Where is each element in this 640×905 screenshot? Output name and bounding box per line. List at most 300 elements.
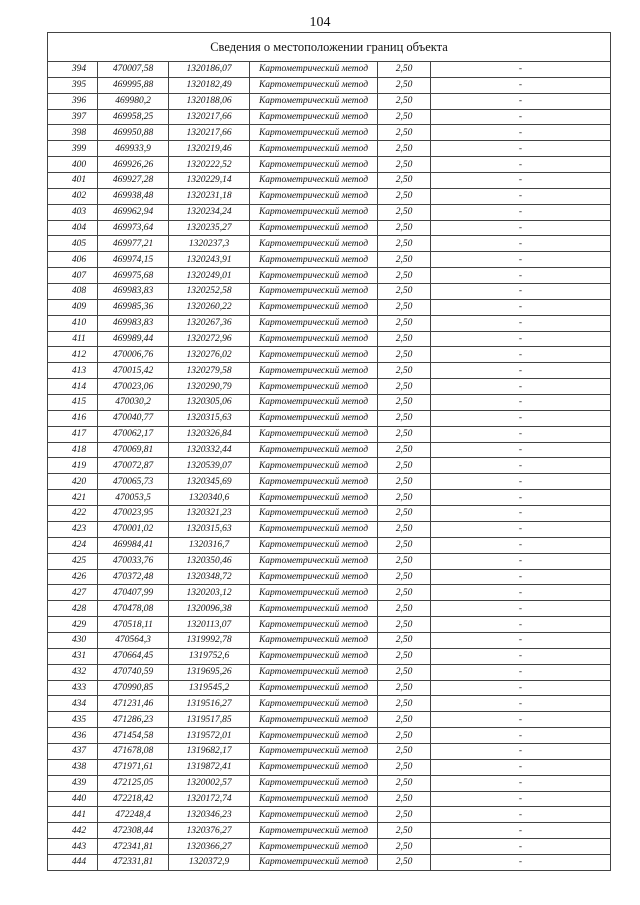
y-coordinate-cell: 1320372,9 [169,854,250,870]
table-row [48,728,611,744]
x-coordinate-cell: 470740,59 [98,664,169,680]
accuracy-cell: 2,50 [378,442,431,458]
table-row [48,268,611,284]
point-number-cell: 397 [48,109,98,125]
x-coordinate-cell: 470478,08 [98,601,169,617]
accuracy-cell: 2,50 [378,284,431,300]
table-row [48,601,611,617]
method-cell: Картометрический метод [250,585,378,601]
method-cell: Картометрический метод [250,775,378,791]
description-cell: - [431,632,611,648]
y-coordinate-cell: 1320326,84 [169,426,250,442]
description-cell: - [431,395,611,411]
table-row [48,109,611,125]
accuracy-cell: 2,50 [378,728,431,744]
method-cell: Картометрический метод [250,506,378,522]
point-number-cell: 407 [48,268,98,284]
y-coordinate-cell: 1320217,66 [169,125,250,141]
accuracy-cell: 2,50 [378,791,431,807]
accuracy-cell: 2,50 [378,410,431,426]
method-cell: Картометрический метод [250,236,378,252]
accuracy-cell: 2,50 [378,379,431,395]
description-cell: - [431,410,611,426]
x-coordinate-cell: 471231,46 [98,696,169,712]
y-coordinate-cell: 1320366,27 [169,839,250,855]
accuracy-cell: 2,50 [378,268,431,284]
point-number-cell: 400 [48,157,98,173]
table-row [48,93,611,109]
point-number-cell: 424 [48,537,98,553]
accuracy-cell: 2,50 [378,823,431,839]
y-coordinate-cell: 1320231,18 [169,188,250,204]
description-cell: - [431,458,611,474]
method-cell: Картометрический метод [250,759,378,775]
x-coordinate-cell: 469973,64 [98,220,169,236]
x-coordinate-cell: 469980,2 [98,93,169,109]
method-cell: Картометрический метод [250,474,378,490]
page-number: 104 [309,15,331,30]
accuracy-cell: 2,50 [378,426,431,442]
method-cell: Картометрический метод [250,315,378,331]
table-title: Сведения о местоположении границ объекта [48,33,611,62]
y-coordinate-cell: 1320350,46 [169,553,250,569]
x-coordinate-cell: 469985,36 [98,299,169,315]
description-cell: - [431,854,611,870]
x-coordinate-cell: 470033,76 [98,553,169,569]
method-cell: Картометрический метод [250,458,378,474]
y-coordinate-cell: 1319872,41 [169,759,250,775]
point-number-cell: 425 [48,553,98,569]
point-number-cell: 429 [48,617,98,633]
description-cell: - [431,585,611,601]
table-row [48,379,611,395]
method-cell: Картометрический метод [250,601,378,617]
accuracy-cell: 2,50 [378,315,431,331]
description-cell: - [431,664,611,680]
accuracy-cell: 2,50 [378,299,431,315]
point-number-cell: 411 [48,331,98,347]
accuracy-cell: 2,50 [378,331,431,347]
y-coordinate-cell: 1320235,27 [169,220,250,236]
x-coordinate-cell: 469975,68 [98,268,169,284]
x-coordinate-cell: 470069,81 [98,442,169,458]
y-coordinate-cell: 1319545,2 [169,680,250,696]
description-cell: - [431,363,611,379]
point-number-cell: 419 [48,458,98,474]
method-cell: Картометрический метод [250,696,378,712]
method-cell: Картометрический метод [250,125,378,141]
description-cell: - [431,252,611,268]
x-coordinate-cell: 469926,26 [98,157,169,173]
table-row [48,426,611,442]
method-cell: Картометрический метод [250,173,378,189]
method-cell: Картометрический метод [250,521,378,537]
description-cell: - [431,141,611,157]
accuracy-cell: 2,50 [378,252,431,268]
point-number-cell: 395 [48,77,98,93]
description-cell: - [431,268,611,284]
y-coordinate-cell: 1320243,91 [169,252,250,268]
x-coordinate-cell: 470062,17 [98,426,169,442]
method-cell: Картометрический метод [250,410,378,426]
table-row [48,791,611,807]
y-coordinate-cell: 1320272,96 [169,331,250,347]
accuracy-cell: 2,50 [378,712,431,728]
y-coordinate-cell: 1320340,6 [169,490,250,506]
y-coordinate-cell: 1320348,72 [169,569,250,585]
accuracy-cell: 2,50 [378,125,431,141]
accuracy-cell: 2,50 [378,585,431,601]
y-coordinate-cell: 1320267,36 [169,315,250,331]
table-row [48,569,611,585]
description-cell: - [431,680,611,696]
point-number-cell: 404 [48,220,98,236]
description-cell: - [431,521,611,537]
point-number-cell: 420 [48,474,98,490]
description-cell: - [431,426,611,442]
method-cell: Картометрический метод [250,632,378,648]
table-row [48,807,611,823]
table-row [48,521,611,537]
description-cell: - [431,759,611,775]
point-number-cell: 427 [48,585,98,601]
method-cell: Картометрический метод [250,490,378,506]
table-row [48,410,611,426]
method-cell: Картометрический метод [250,379,378,395]
point-number-cell: 433 [48,680,98,696]
description-cell: - [431,299,611,315]
x-coordinate-cell: 470065,73 [98,474,169,490]
accuracy-cell: 2,50 [378,220,431,236]
table-row [48,188,611,204]
table-row [48,823,611,839]
method-cell: Картометрический метод [250,839,378,855]
y-coordinate-cell: 1319992,78 [169,632,250,648]
x-coordinate-cell: 469933,9 [98,141,169,157]
x-coordinate-cell: 469995,88 [98,77,169,93]
y-coordinate-cell: 1320249,01 [169,268,250,284]
description-cell: - [431,569,611,585]
description-cell: - [431,696,611,712]
method-cell: Картометрический метод [250,648,378,664]
point-number-cell: 398 [48,125,98,141]
method-cell: Картометрический метод [250,617,378,633]
accuracy-cell: 2,50 [378,109,431,125]
description-cell: - [431,331,611,347]
x-coordinate-cell: 470053,5 [98,490,169,506]
point-number-cell: 444 [48,854,98,870]
x-coordinate-cell: 470072,87 [98,458,169,474]
point-number-cell: 439 [48,775,98,791]
point-number-cell: 406 [48,252,98,268]
point-number-cell: 414 [48,379,98,395]
table-body [48,62,611,871]
table-row [48,141,611,157]
method-cell: Картометрический метод [250,109,378,125]
description-cell: - [431,109,611,125]
table-row [48,236,611,252]
point-number-cell: 442 [48,823,98,839]
table-row [48,712,611,728]
y-coordinate-cell: 1320113,07 [169,617,250,633]
y-coordinate-cell: 1320305,06 [169,395,250,411]
description-cell: - [431,77,611,93]
description-cell: - [431,315,611,331]
description-cell: - [431,601,611,617]
y-coordinate-cell: 1320290,79 [169,379,250,395]
x-coordinate-cell: 469958,25 [98,109,169,125]
y-coordinate-cell: 1320279,58 [169,363,250,379]
y-coordinate-cell: 1319682,17 [169,743,250,759]
y-coordinate-cell: 1320229,14 [169,173,250,189]
table-row [48,759,611,775]
point-number-cell: 432 [48,664,98,680]
accuracy-cell: 2,50 [378,474,431,490]
accuracy-cell: 2,50 [378,664,431,680]
accuracy-cell: 2,50 [378,807,431,823]
x-coordinate-cell: 471971,61 [98,759,169,775]
method-cell: Картометрический метод [250,823,378,839]
method-cell: Картометрический метод [250,157,378,173]
accuracy-cell: 2,50 [378,188,431,204]
x-coordinate-cell: 470407,99 [98,585,169,601]
table-row [48,490,611,506]
description-cell: - [431,807,611,823]
method-cell: Картометрический метод [250,426,378,442]
point-number-cell: 412 [48,347,98,363]
y-coordinate-cell: 1319752,6 [169,648,250,664]
description-cell: - [431,173,611,189]
description-cell: - [431,220,611,236]
x-coordinate-cell: 471286,23 [98,712,169,728]
description-cell: - [431,537,611,553]
accuracy-cell: 2,50 [378,347,431,363]
table-row [48,204,611,220]
description-cell: - [431,617,611,633]
method-cell: Картометрический метод [250,93,378,109]
method-cell: Картометрический метод [250,331,378,347]
y-coordinate-cell: 1320203,12 [169,585,250,601]
x-coordinate-cell: 469938,48 [98,188,169,204]
point-number-cell: 408 [48,284,98,300]
point-number-cell: 396 [48,93,98,109]
table-row [48,220,611,236]
y-coordinate-cell: 1320219,46 [169,141,250,157]
description-cell: - [431,236,611,252]
method-cell: Картометрический метод [250,204,378,220]
accuracy-cell: 2,50 [378,696,431,712]
description-cell: - [431,823,611,839]
accuracy-cell: 2,50 [378,157,431,173]
accuracy-cell: 2,50 [378,601,431,617]
accuracy-cell: 2,50 [378,141,431,157]
y-coordinate-cell: 1320321,23 [169,506,250,522]
table-row [48,854,611,870]
description-cell: - [431,284,611,300]
point-number-cell: 428 [48,601,98,617]
accuracy-cell: 2,50 [378,839,431,855]
method-cell: Картометрический метод [250,712,378,728]
x-coordinate-cell: 472308,44 [98,823,169,839]
table-row [48,648,611,664]
table-row [48,284,611,300]
accuracy-cell: 2,50 [378,77,431,93]
y-coordinate-cell: 1319572,01 [169,728,250,744]
accuracy-cell: 2,50 [378,537,431,553]
method-cell: Картометрический метод [250,363,378,379]
point-number-cell: 436 [48,728,98,744]
method-cell: Картометрический метод [250,743,378,759]
x-coordinate-cell: 470007,58 [98,62,169,78]
method-cell: Картометрический метод [250,252,378,268]
table-row [48,77,611,93]
y-coordinate-cell: 1320234,24 [169,204,250,220]
y-coordinate-cell: 1320539,07 [169,458,250,474]
point-number-cell: 443 [48,839,98,855]
method-cell: Картометрический метод [250,284,378,300]
y-coordinate-cell: 1320316,7 [169,537,250,553]
x-coordinate-cell: 471678,08 [98,743,169,759]
y-coordinate-cell: 1320222,52 [169,157,250,173]
x-coordinate-cell: 469983,83 [98,315,169,331]
y-coordinate-cell: 1320315,63 [169,521,250,537]
y-coordinate-cell: 1320260,22 [169,299,250,315]
accuracy-cell: 2,50 [378,363,431,379]
description-cell: - [431,791,611,807]
description-cell: - [431,125,611,141]
description-cell: - [431,188,611,204]
point-number-cell: 434 [48,696,98,712]
method-cell: Картометрический метод [250,664,378,680]
accuracy-cell: 2,50 [378,458,431,474]
table-row [48,506,611,522]
accuracy-cell: 2,50 [378,490,431,506]
point-number-cell: 403 [48,204,98,220]
accuracy-cell: 2,50 [378,648,431,664]
method-cell: Картометрический метод [250,62,378,78]
boundary-table [47,32,610,871]
x-coordinate-cell: 470015,42 [98,363,169,379]
x-coordinate-cell: 472331,81 [98,854,169,870]
method-cell: Картометрический метод [250,553,378,569]
table-row [48,331,611,347]
x-coordinate-cell: 469962,94 [98,204,169,220]
table-row [48,125,611,141]
point-number-cell: 422 [48,506,98,522]
method-cell: Картометрический метод [250,220,378,236]
description-cell: - [431,379,611,395]
x-coordinate-cell: 472341,81 [98,839,169,855]
accuracy-cell: 2,50 [378,521,431,537]
accuracy-cell: 2,50 [378,632,431,648]
x-coordinate-cell: 470372,48 [98,569,169,585]
point-number-cell: 402 [48,188,98,204]
y-coordinate-cell: 1320376,27 [169,823,250,839]
table-row [48,157,611,173]
point-number-cell: 441 [48,807,98,823]
accuracy-cell: 2,50 [378,759,431,775]
table-row [48,474,611,490]
x-coordinate-cell: 469974,15 [98,252,169,268]
table-row [48,442,611,458]
method-cell: Картометрический метод [250,807,378,823]
point-number-cell: 413 [48,363,98,379]
x-coordinate-cell: 471454,58 [98,728,169,744]
point-number-cell: 417 [48,426,98,442]
table-row [48,664,611,680]
accuracy-cell: 2,50 [378,569,431,585]
x-coordinate-cell: 470564,3 [98,632,169,648]
description-cell: - [431,93,611,109]
y-coordinate-cell: 1319517,85 [169,712,250,728]
x-coordinate-cell: 469927,28 [98,173,169,189]
y-coordinate-cell: 1319695,26 [169,664,250,680]
description-cell: - [431,204,611,220]
point-number-cell: 409 [48,299,98,315]
method-cell: Картометрический метод [250,728,378,744]
table-row [48,395,611,411]
table-row [48,458,611,474]
x-coordinate-cell: 470990,85 [98,680,169,696]
description-cell: - [431,347,611,363]
table-row [48,537,611,553]
accuracy-cell: 2,50 [378,173,431,189]
description-cell: - [431,506,611,522]
table-row [48,585,611,601]
point-number-cell: 430 [48,632,98,648]
y-coordinate-cell: 1320252,58 [169,284,250,300]
method-cell: Картометрический метод [250,791,378,807]
table-row [48,839,611,855]
x-coordinate-cell: 469977,21 [98,236,169,252]
accuracy-cell: 2,50 [378,204,431,220]
point-number-cell: 440 [48,791,98,807]
y-coordinate-cell: 1320217,66 [169,109,250,125]
description-cell: - [431,728,611,744]
method-cell: Картометрический метод [250,680,378,696]
description-cell: - [431,442,611,458]
x-coordinate-cell: 472248,4 [98,807,169,823]
y-coordinate-cell: 1320186,07 [169,62,250,78]
description-cell: - [431,839,611,855]
description-cell: - [431,157,611,173]
x-coordinate-cell: 470664,45 [98,648,169,664]
accuracy-cell: 2,50 [378,617,431,633]
description-cell: - [431,474,611,490]
point-number-cell: 394 [48,62,98,78]
x-coordinate-cell: 469983,83 [98,284,169,300]
x-coordinate-cell: 470001,02 [98,521,169,537]
accuracy-cell: 2,50 [378,553,431,569]
description-cell: - [431,743,611,759]
x-coordinate-cell: 472218,42 [98,791,169,807]
x-coordinate-cell: 470518,11 [98,617,169,633]
accuracy-cell: 2,50 [378,854,431,870]
y-coordinate-cell: 1319516,27 [169,696,250,712]
accuracy-cell: 2,50 [378,93,431,109]
table-row [48,347,611,363]
point-number-cell: 431 [48,648,98,664]
point-number-cell: 437 [48,743,98,759]
table-row [48,743,611,759]
method-cell: Картометрический метод [250,347,378,363]
x-coordinate-cell: 470023,06 [98,379,169,395]
method-cell: Картометрический метод [250,537,378,553]
y-coordinate-cell: 1320346,23 [169,807,250,823]
table-row [48,617,611,633]
table-row [48,680,611,696]
description-cell: - [431,490,611,506]
